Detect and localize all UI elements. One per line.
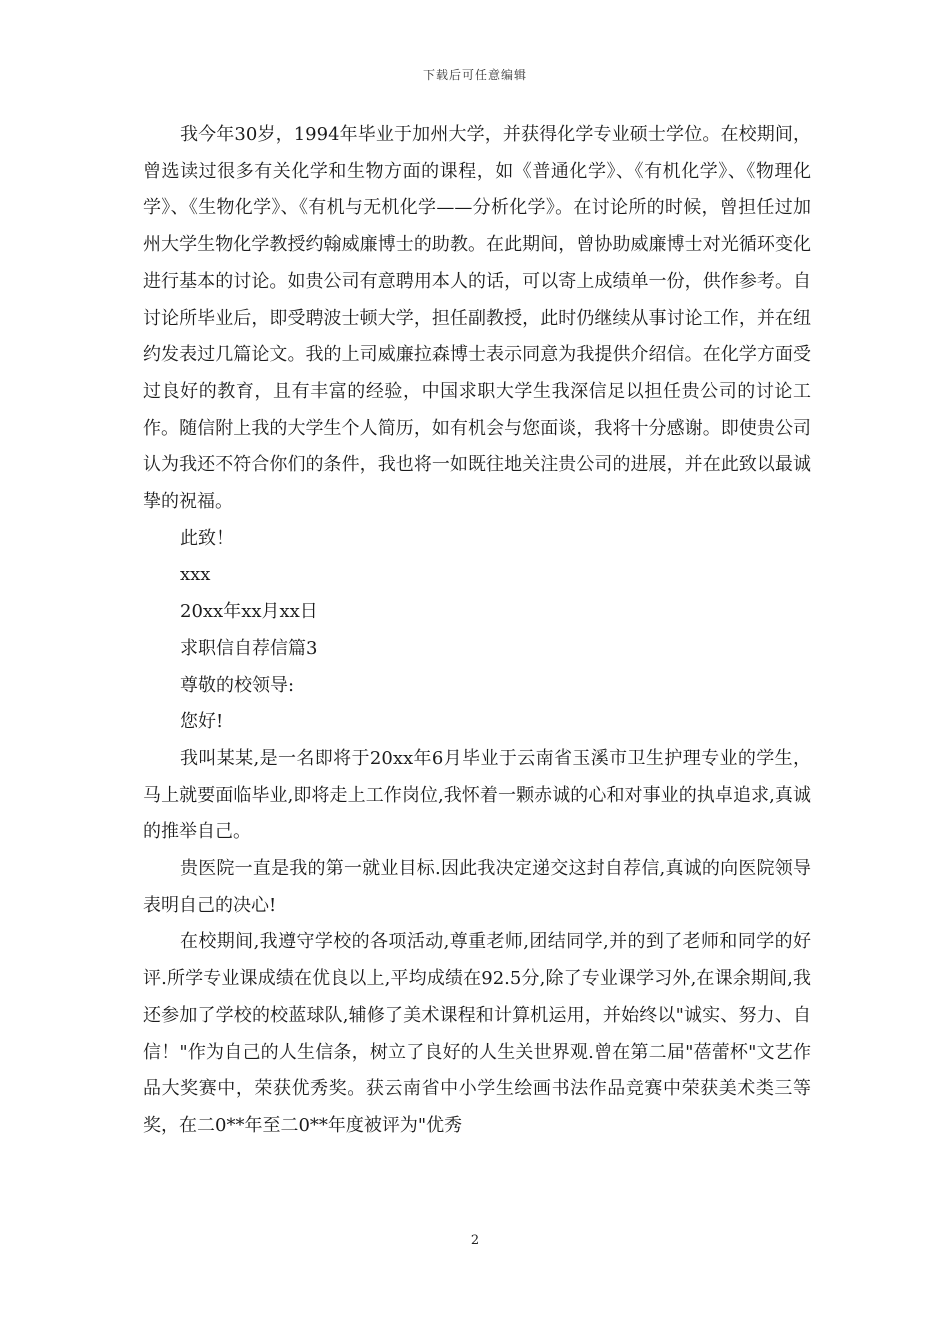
paragraph-self-intro: 我叫某某,是一名即将于20xx年6月毕业于云南省玉溪市卫生护理专业的学生，马上就要面临毕业,即将走上工作岗位,我怀着一颗赤诚的心和对事业的执卓追求,真诚的推举自己。 (143, 747, 811, 843)
paragraph-date: 20xx年xx月xx日 (180, 601, 318, 623)
paragraph-closing: 此致！ (180, 527, 234, 549)
paragraph-school-experience: 在校期间,我遵守学校的各项活动,尊重老师,团结同学,并的到了老师和同学的好评.所学专业课成绩在优良以上,平均成绩在92.5分,除了专业课学习外,在课余期间,我还参加了学校的校蓝球队,辅修了美术课程和计算机运用，并始终以"诚实、努力、自信！"作为自己的人生信条，树立了良好的人生关世界观.曾在第二届"蓓蕾杯"文艺作品大奖赛中，荣获优秀奖。获云南省中小学生绘画书法作品竞赛中荣获美术类三等奖，在二0**年至二0**年度被评为"优秀 (143, 931, 811, 1136)
document-body (143, 117, 811, 1145)
page-header: 下载后可任意编辑 (422, 68, 527, 82)
page-number: 2 (470, 1233, 480, 1248)
paragraph-intro: 我今年30岁，1994年毕业于加州大学，并获得化学专业硕士学位。在校期间，曾选读过很多有关化学和生物方面的课程，如《普通化学》、《有机化学》、《物理化学》、《生物化学》、《有机与无机化学——分析化学》。在讨论所的时候，曾担任过加州大学生物化学教授约翰威廉博士的助教。在此期间，曾协助威廉博士对光循环变化进行基本的讨论。如贵公司有意聘用本人的话，可以寄上成绩单一份，供作参考。自讨论所毕业后，即受聘波士顿大学，担任副教授，此时仍继续从事讨论工作，并在纽约发表过几篇论文。我的上司威廉拉森博士表示同意为我提供介绍信。在化学方面受过良好的教育，且有丰富的经验，中国求职大学生我深信足以担任贵公司的讨论工作。随信附上我的大学生个人简历，如有机会与您面谈，我将十分感谢。即使贵公司认为我还不符合你们的条件，我也将一如既往地关注贵公司的进展，并在此致以最诚挚的祝福。 (143, 124, 811, 513)
paragraph-salutation: 尊敬的校领导: (180, 674, 295, 696)
paragraph-greeting: 您好! (180, 711, 224, 733)
section-title: 求职信自荐信篇3 (180, 637, 318, 659)
paragraph-signature: xxx (180, 564, 211, 586)
paragraph-goal: 贵医院一直是我的第一就业目标.因此我决定递交这封自荐信,真诚的向医院领导表明自己的决心! (143, 858, 811, 916)
